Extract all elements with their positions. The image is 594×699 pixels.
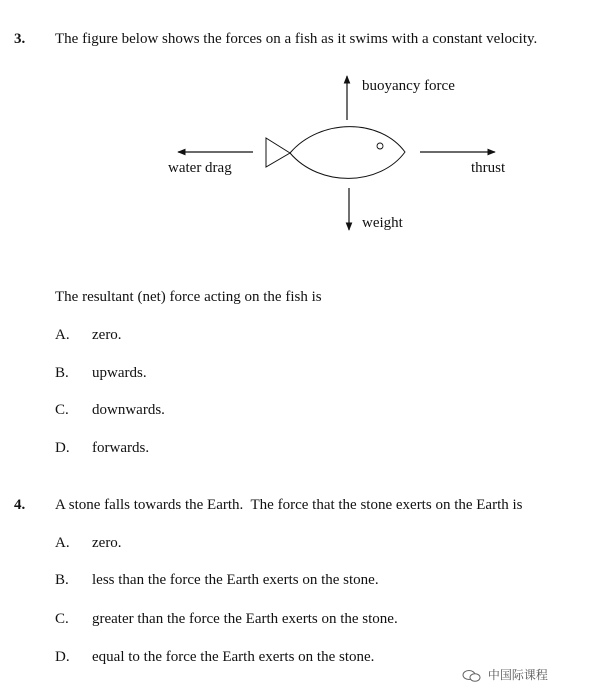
q4-option-a-text: zero.	[92, 535, 122, 551]
question-4-text: A stone falls towards the Earth. The force that the stone exerts on the Earth is	[55, 497, 523, 513]
question-3-number: 3.	[14, 31, 26, 47]
question-3-text: The figure below shows the forces on a fish as it swims with a constant velocity.	[55, 31, 538, 47]
q3-option-d-text: forwards.	[92, 440, 150, 456]
q4-option-a-letter: A.	[55, 535, 70, 551]
q4-option-d-letter: D.	[55, 649, 70, 665]
weight-label: weight	[362, 215, 403, 231]
q4-option-d-text: equal to the force the Earth exerts on the stone.	[92, 649, 375, 665]
watermark	[462, 666, 548, 683]
buoyancy-force-label: buoyancy force	[362, 78, 455, 94]
question-3-prompt: The resultant (net) force acting on the fish is	[55, 289, 322, 305]
wechat-icon	[462, 669, 482, 683]
watermark-text: 中国际课程	[487, 668, 548, 682]
fish-force-diagram	[0, 0, 594, 260]
question-4-number: 4.	[14, 497, 26, 513]
q3-option-a-letter: A.	[55, 327, 70, 343]
q4-option-c-letter: C.	[55, 611, 69, 627]
q4-option-b-letter: B.	[55, 572, 69, 588]
q3-option-d-letter: D.	[55, 440, 70, 456]
water-drag-label: water drag	[168, 160, 232, 176]
q3-option-c-letter: C.	[55, 402, 69, 418]
q3-option-a-text: zero.	[92, 327, 122, 343]
thrust-label: thrust	[471, 160, 506, 176]
q4-option-b-text: less than the force the Earth exerts on the stone.	[92, 572, 379, 588]
q3-option-c-text: downwards.	[92, 402, 165, 418]
fish-icon	[266, 127, 405, 179]
q4-option-c-text: greater than the force the Earth exerts on the stone.	[92, 611, 398, 627]
q3-option-b-letter: B.	[55, 365, 69, 381]
q3-option-b-text: upwards.	[92, 365, 147, 381]
